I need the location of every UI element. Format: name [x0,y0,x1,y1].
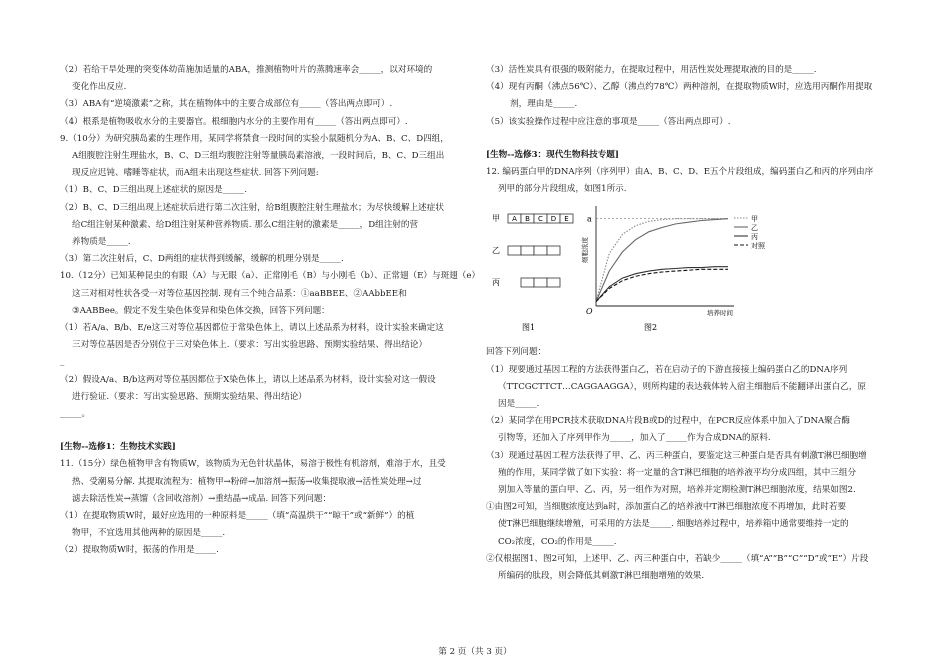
text-line: 12. 编码蛋白甲的DNA序列（序列甲）由A、B、C、D、E五个片段组成，编码蛋白乙和丙的序列由序 [486,167,874,178]
text-line: 变化作出反应. [72,82,127,93]
page-footer: 第 2 页（共 3 页） [438,647,512,657]
segment-label: B [525,215,530,224]
legend-label: 丙 [751,233,758,242]
row-label: 乙 [492,246,500,256]
dna-segment [547,278,560,287]
series-line-4 [596,270,728,302]
text-line: ②仅根据图1、图2可知，上述甲、乙、丙三种蛋白中，若缺少_____（填“A”“B”“C”“D”或“E”）片段 [486,553,869,564]
section-heading: [生物--选修3：现代生物科技专题] [486,149,619,160]
text-line: ③AABBee。假定不发生染色体变异和染色体交换，回答下列问题： [72,305,330,316]
text-line: 剂，理由是_____. [510,99,578,110]
text-line [60,423,468,431]
text-line: 进行验证.（要求：写出实验思路、预期实验结果、得出结论） [72,391,307,402]
text-line: 养物质是_____. [72,237,131,248]
text-line: 殖的作用，某同学做了如下实验：将一定量的含T淋巴细胞的培养液平均分成四组，其中三组分 [498,467,857,478]
text-line: 别加入等量的蛋白甲、乙、丙，另一组作为对照，培养并定期检测T淋巴细胞浓度，结果如图2. [498,485,856,496]
text-line: 热、受潮易分解. 其提取流程为：植物甲→粉碎→加溶剂→振荡→收集提取液→活性炭处理→过 [72,476,422,487]
text-line: 这三对相对性状各受一对等位基因控制. 现有三个纯合品系：①aaBBEE、②AAbbEE和 [72,288,407,299]
dna-segment [508,246,521,255]
text-line: 11.（15分）绿色植物甲含有物质W，该物质为无色针状晶体，易溶于极性有机溶剂，难溶于水，且受 [60,459,446,470]
text-line: （4）根系是植物吸收水分的主要器官。根细胞内水分的主要作用有_____（答出两点即可）. [60,116,408,127]
series-line-2 [596,219,728,302]
series-line-1 [596,219,728,302]
right-column [486,62,892,585]
text-line: （2）提取物质W时，振荡的作用是_____. [60,545,219,556]
text-line: 现反应迟钝、嗜睡等症状，而A组未出现这些症状. 回答下列问题: [72,168,319,179]
dna-segment [547,246,560,255]
text-line: ①由图2可知，当细胞浓度达到a时，添加蛋白乙的培养液中T淋巴细胞浓度不再增加，此时若要 [486,502,847,513]
text-line: （TTCGCTTCT…CAGGAAGGA），则所构建的表达载体转入宿主细胞后不能翻译出蛋白乙，原 [498,381,866,392]
figure-2-chart [578,200,778,338]
text-line: （1）在提取物质W时，最好应选用的一种原料是_____（填“高温烘干”“晾干”或“新鲜”）的植 [60,511,415,522]
y-axis-label: 细胞浓度 [581,237,589,264]
figures [486,200,892,340]
text-line: 9.（10分）为研究胰岛素的生理作用，某同学将禁食一段时间的实验小鼠随机分为A、B、C、D四组， [60,133,449,144]
text-line: 10.（12分）已知某种昆虫的有眼（A）与无眼（a）、正常刚毛（B）与小刚毛（b）、正常翅（E）与斑翅（e） [60,271,481,282]
row-label: 甲 [492,214,500,224]
segment-label: D [550,215,557,224]
segment-label: E [564,215,569,224]
origin-label: O [586,307,593,317]
text-line: 三对等位基因是否分别位于三对染色体上.（要求：写出实验思路、预期实验结果、得出结论） [72,340,428,351]
figure-2-caption: 图2 [644,323,658,333]
right-text-bottom [486,344,892,585]
text-line: （2）某同学在用PCR技术获取DNA片段B或D的过程中，在PCR反应体系中加入了DNA聚合酶 [486,416,850,427]
text-line: 列甲的部分片段组成，如图1所示. [498,184,627,195]
text-line: A组腹腔注射生理盐水，B、C、D三组均腹腔注射等量胰岛素溶液，一段时间后，B、C、D三组出 [72,151,445,162]
right-text-top [486,62,892,198]
segment-label: C [538,215,543,224]
text-line: （1）若A/a、B/b、E/e这三对等位基因都位于常染色体上，请以上述品系为材料，设计实验来确定这 [60,323,444,334]
text-line: 给C组注射某种激素、给D组注射某种营养物质. 那么C组注射的激素是_____，D组注射的营 [72,219,419,230]
x-axis-label: 培养时间 [707,309,733,318]
text-line: _____。 [60,409,91,420]
section-heading: [生物--选修1：生物技术实践] [60,442,176,453]
figure-1-caption: 图1 [522,323,536,333]
text-line: （2）B、C、D三组出现上述症状后进行第二次注射，给B组腹腔注射生理盐水；为尽快缓解上述症状 [60,202,444,213]
dna-segment [534,278,547,287]
text-line: （3）现通过基因工程方法获得了甲、乙、丙三种蛋白，要鉴定这三种蛋白是否具有刺激T淋巴细胞增 [486,450,867,461]
text-line: _ [60,357,65,368]
y-marker-a: a [587,215,592,225]
text-line [486,131,892,139]
figure-1 [490,200,576,338]
text-line: （1）B、C、D三组出现上述症状的原因是_____. [60,185,247,196]
text-line: （3）活性炭具有很强的吸附能力，在提取过程中，用活性炭处理提取液的目的是_____. [486,65,817,75]
text-line: （2）假设A/a、B/b这两对等位基因都位于X染色体上，请以上述品系为材料，设计实验对这一假设 [60,374,436,385]
text-line: （1）现要通过基因工程的方法获得蛋白乙，若在启动子的下游直接接上编码蛋白乙的DNA序列 [486,364,848,375]
text-line: 回答下列问题： [486,347,547,358]
text-line: 所编码的肽段，则会降低其刺激T淋巴细胞增殖的效果. [498,571,705,582]
dna-segment [521,246,534,255]
text-line: 使T淋巴细胞继续增殖，可采用的方法是_____. 细胞培养过程中，培养箱中通常要维持一定的 [498,519,849,530]
legend-label: 乙 [751,224,758,233]
segment-label: A [512,215,517,224]
text-line: CO₂浓度，CO₂的作用是_____. [498,536,617,547]
text-line: （5）该实验操作过程中应注意的事项是_____（答出两点即可）. [486,116,731,127]
text-line: 因是_____. [498,399,540,410]
text-line: （3）第二次注射后，C、D两组的症状得到缓解，缓解的机理分别是_____. [60,254,344,265]
dna-segment [521,278,534,287]
text-line: （2）若给干旱处理的突变体幼苗施加适量的ABA，推测植物叶片的蒸腾速率会_____，以对环境的 [60,65,433,75]
text-line: 物甲，不宜选用其他两种的原因是_____. [72,528,226,539]
dna-segment [534,246,547,255]
legend-label: 对照 [751,242,765,251]
text-line: （4）现有丙酮（沸点56℃）、乙醇（沸点约78℃）两种溶剂，在提取物质W时，应选用丙酮作用提取 [486,82,873,93]
text-line: （3）ABA有“逆境激素”之称，其在植物体中的主要合成部位有_____（答出两点即可）. [60,99,393,110]
row-label: 丙 [492,278,500,288]
text-line: 滤去除活性炭→蒸馏（含回收溶剂）→重结晶→成品. 回答下列问题： [72,493,332,504]
text-line: 引物等，还加入了序列甲作为_____，加入了_____作为合成DNA的原料. [498,433,771,444]
legend-label: 甲 [751,215,758,224]
left-column [60,62,481,560]
